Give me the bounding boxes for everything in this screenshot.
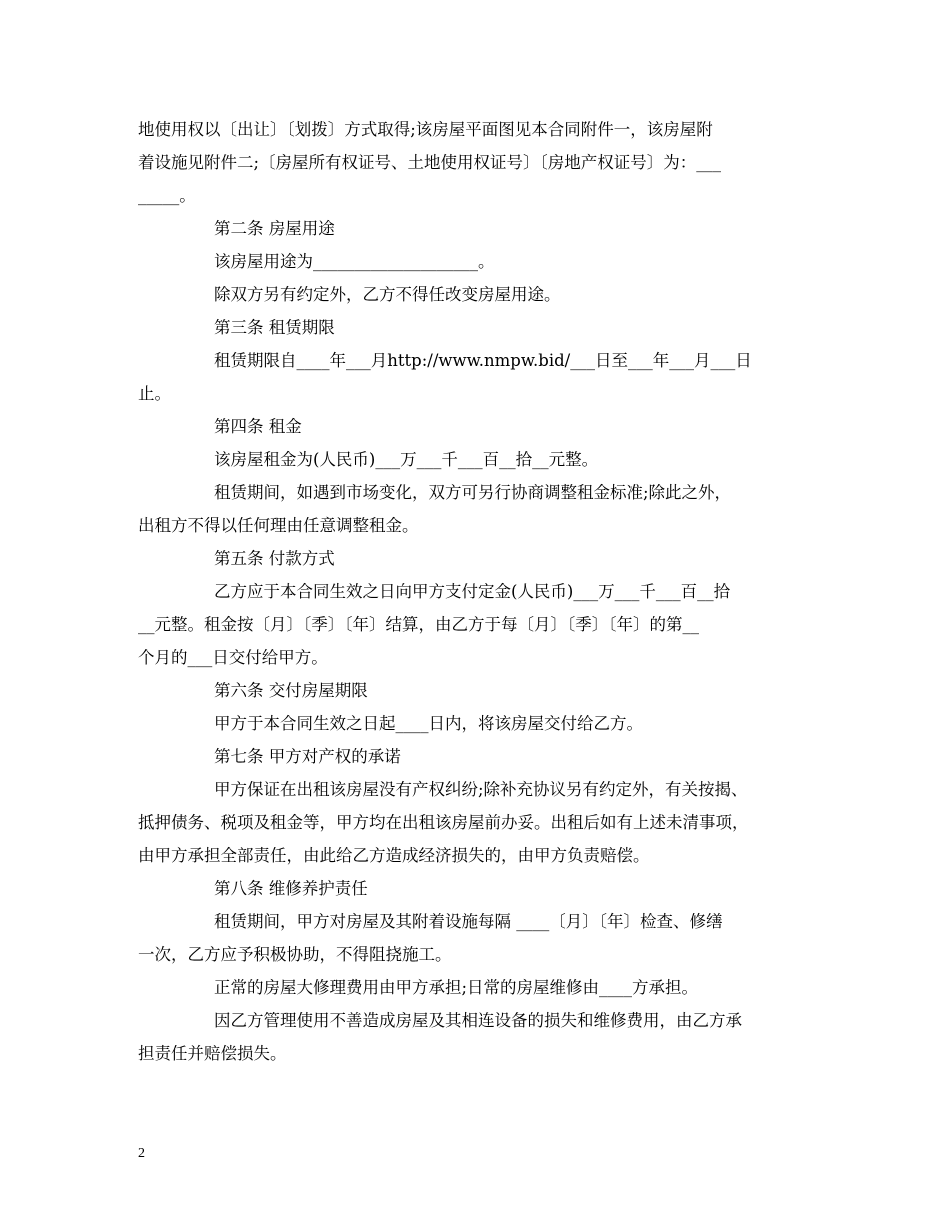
text-line: 第六条 交付房屋期限 [214,681,368,700]
text-line: 个月的___日交付给甲方。 [138,648,328,667]
text-line: _____。 [138,186,196,205]
text-line: 抵押债务、税项及租金等，甲方均在出租该房屋前办妥。出租后如有上述未清事项， [138,813,749,832]
text-line: 第二条 房屋用途 [214,219,335,238]
text-line: 甲方于本合同生效之日起____日内，将该房屋交付给乙方。 [214,714,643,733]
text-line: 因乙方管理使用不善造成房屋及其相连设备的损失和维修费用，由乙方承 [214,1011,742,1030]
text-line: 租赁期限自____年___月http://www.nmpw.bid/___日至___年___月___日 [214,351,752,370]
text-line: 止。 [138,384,171,403]
text-line: 第五条 付款方式 [214,549,335,568]
text-line: 租赁期间，如遇到市场变化，双方可另行协商调整租金标准;除此之外， [214,483,732,502]
text-line: 出租方不得以任何理由任意调整租金。 [138,516,419,535]
text-line: 甲方保证在出租该房屋没有产权纠纷;除补充协议另有约定外，有关按揭、 [214,780,748,799]
text-line: 一次，乙方应予积极协助，不得阻挠施工。 [138,945,452,964]
text-line: 该房屋租金为(人民币)___万___千___百__拾__元整。 [214,450,599,469]
text-line: 第四条 租金 [214,417,302,436]
text-line: 地使用权以〔出让〕〔划拨〕方式取得;该房屋平面图见本合同附件一，该房屋附 [138,120,713,139]
document-body [138,113,818,1070]
text-line: 第七条 甲方对产权的承诺 [214,747,401,766]
text-line: __元整。租金按〔月〕〔季〕〔年〕结算，由乙方于每〔月〕〔季〕〔年〕的第__ [138,615,699,634]
page-number: 2 [138,1146,145,1161]
text-line: 租赁期间，甲方对房屋及其附着设施每隔 ____〔月〕〔年〕检查、修缮 [214,912,723,931]
text-line: 该房屋用途为____________________。 [214,252,495,271]
text-line: 乙方应于本合同生效之日向甲方支付定金(人民币)___万___千___百__拾 [214,582,731,601]
text-line: 着设施见附件二;〔房屋所有权证号、土地使用权证号〕〔房地产权证号〕为：___ [138,153,722,172]
text-line: 正常的房屋大修理费用由甲方承担;日常的房屋维修由____方承担。 [214,978,699,997]
text-line: 第八条 维修养护责任 [214,879,368,898]
text-line: 除双方另有约定外，乙方不得任改变房屋用途。 [214,285,561,304]
text-line: 由甲方承担全部责任，由此给乙方造成经济损失的，由甲方负责赔偿。 [138,846,650,865]
text-line: 第三条 租赁期限 [214,318,335,337]
text-line: 担责任并赔偿损失。 [138,1044,287,1063]
